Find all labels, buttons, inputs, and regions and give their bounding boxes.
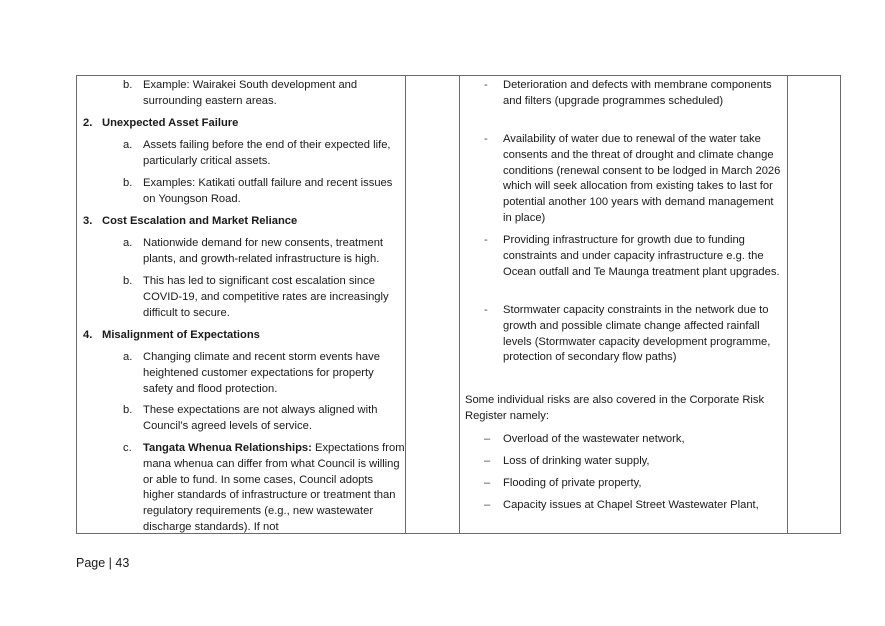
dash-bullet: – — [484, 477, 491, 489]
list-text: Changing climate and recent storm events have heightened customer expectations for property safety and flood protection. — [143, 351, 380, 395]
list-letter: b. — [123, 404, 133, 416]
list-letter: a. — [123, 139, 133, 151]
list-letter: b. — [123, 177, 133, 189]
bullet-text: Deterioration and defects with membrane components and filters (upgrade programmes scheduled) — [503, 79, 772, 107]
list-text — [143, 441, 405, 536]
bullet-text: Availability of water due to renewal of the water take consents and the threat of drought and climate change conditions (renewal consent to be lodged in March 2026 which will seek allocation from existing takes to last for potential another 100 years with demand management in place) — [503, 133, 781, 224]
intro-text: Some individual risks are also covered in the Corporate Risk Register namely: — [465, 394, 765, 422]
dash-bullet: - — [484, 234, 488, 246]
risk-text: Capacity issues at Chapel Street Wastewater Plant, — [503, 499, 759, 511]
list-letter: b. — [123, 79, 133, 91]
dash-bullet: – — [484, 433, 491, 445]
list-text: Nationwide demand for new consents, treatment plants, and growth-related infrastructure is high. — [143, 237, 384, 265]
section-title: Cost Escalation and Market Reliance — [102, 215, 298, 227]
risk-text: Loss of drinking water supply, — [503, 455, 650, 467]
list-text: These expectations are not always aligned with Council’s agreed levels of service. — [143, 404, 378, 432]
section-title: Unexpected Asset Failure — [102, 117, 239, 129]
section-number: 3. — [83, 215, 93, 227]
column-divider — [459, 76, 460, 533]
section-number: 2. — [83, 117, 93, 129]
list-text: Example: Wairakei South development and surrounding eastern areas. — [143, 79, 358, 107]
dash-bullet: – — [484, 499, 491, 511]
content-table — [76, 75, 841, 534]
dash-bullet: - — [484, 304, 488, 316]
bullet-text: Providing infrastructure for growth due to funding constraints and under capacity infrastructure e.g. the Ocean outfall and Te Maunga treatment plant upgrades. — [503, 234, 780, 278]
section-title: Misalignment of Expectations — [102, 329, 260, 341]
list-text: Examples: Katikati outfall failure and recent issues on Youngson Road. — [143, 177, 393, 205]
list-text: This has led to significant cost escalation since COVID-19, and competitive rates are increasingly difficult to secure. — [143, 275, 389, 319]
list-letter: c. — [123, 442, 132, 454]
bullet-text: Stormwater capacity constraints in the network due to growth and possible climate change affected rainfall levels (Stormwater capacity development programme, protection of secondary flow paths) — [503, 304, 771, 364]
page-number: Page | 43 — [76, 556, 130, 570]
dash-bullet: – — [484, 455, 491, 467]
risk-text: Flooding of private property, — [503, 477, 642, 489]
list-text: Assets failing before the end of their expected life, particularly critical assets. — [143, 139, 391, 167]
risk-text: Overload of the wastewater network, — [503, 433, 685, 445]
bold-lead: Tangata Whenua Relationships: — [143, 442, 312, 454]
dash-bullet: - — [484, 79, 488, 91]
list-text-body: Expectations from mana whenua can differ from what Council is willing or able to fund. In some cases, Council adopts higher standards of infrastructure or treatment than regulatory requirements (e.g., new wastewater discharge standards). If not — [143, 442, 405, 533]
column-divider — [787, 76, 788, 533]
list-letter: b. — [123, 275, 133, 287]
list-letter: a. — [123, 237, 133, 249]
section-number: 4. — [83, 329, 93, 341]
list-letter: a. — [123, 351, 133, 363]
dash-bullet: - — [484, 133, 488, 145]
column-divider — [405, 76, 406, 533]
